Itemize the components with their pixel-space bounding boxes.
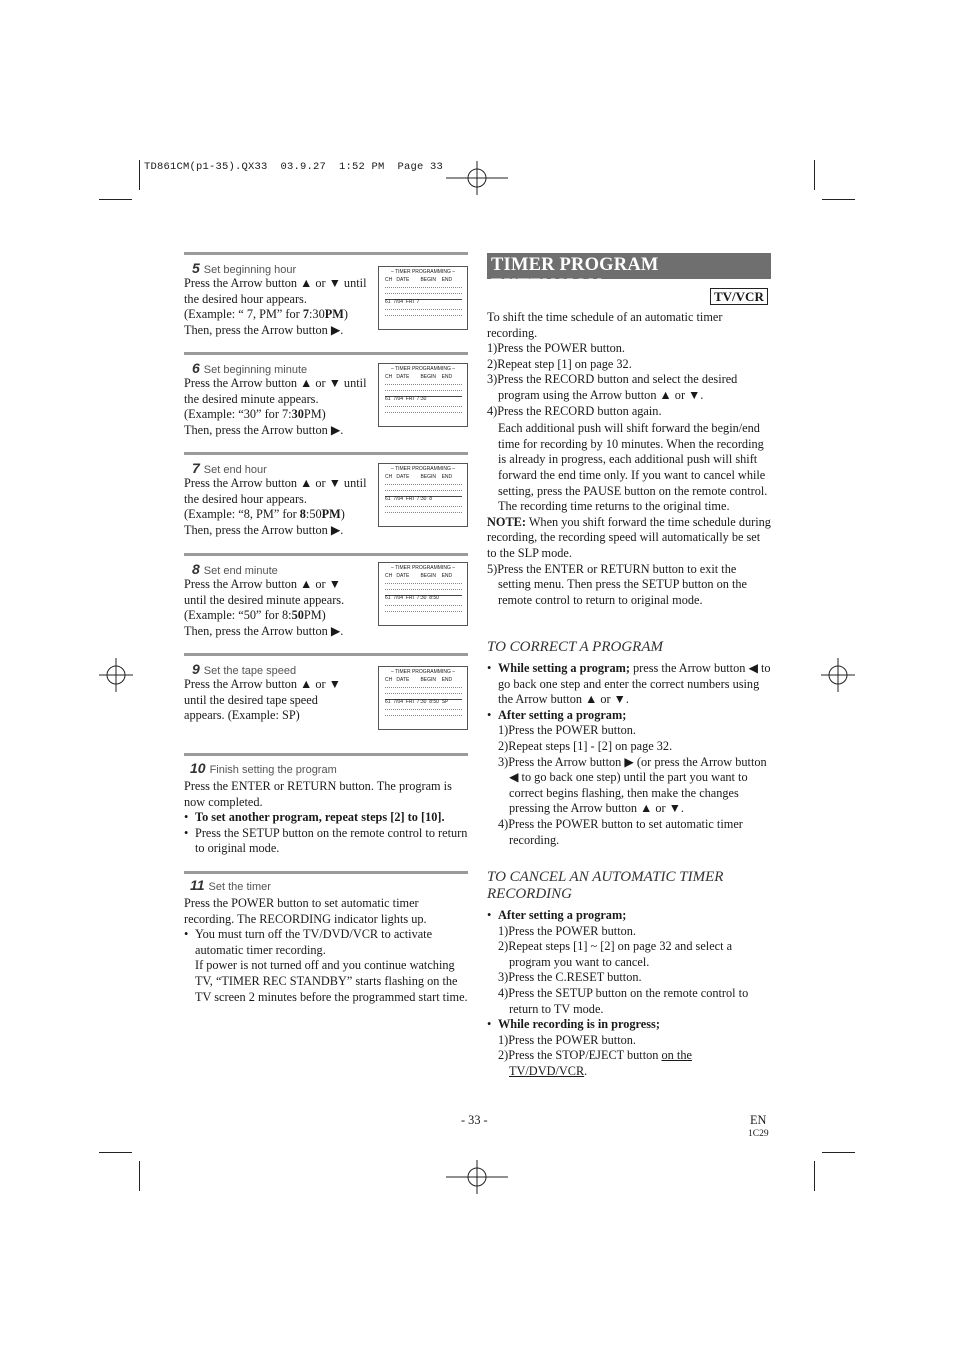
step-number: 9 [192,661,200,677]
step-line: Then, press the Arrow button ▶. [184,522,344,537]
step-line: (Example: “8, PM” for 8:50PM) [184,507,345,522]
cancel-timer-heading: TO CANCEL AN AUTOMATIC TIMER RECORDING [487,869,724,902]
step-8 [184,553,468,639]
cancel-timer-section [487,908,771,1080]
step-item: 2)Press the STOP/EJECT button on the TV/DVD/VCR. [498,1048,692,1078]
extension-instructions [487,310,771,608]
timer-screen: – TIMER PROGRAMMING – CH DATE BEGIN END 61 7/04 FRI 7:30 8:50 SP [378,666,468,730]
step-item: 3)Press the Arrow button ▶ (or press the Arrow button ◀ to go back one step) until the part you want to correct begins flashing, then make the changes pressing the Arrow button ▲ or ▼. [498,754,767,816]
bullet-item: • While recording is in progress; [487,1017,771,1033]
step-item: 1)Press the POWER button. [498,923,636,938]
step-item: 2)Repeat step [1] on page 32. [487,356,632,371]
correct-program-section [487,661,771,848]
step-line: (Example: “50” for 8:50PM) [184,608,326,623]
step-line: appears. (Example: SP) [184,708,300,723]
bullet-item: • After setting a program; [487,708,771,724]
step-item: 1)Press the POWER button. [487,341,625,356]
timer-screen: – TIMER PROGRAMMING – CH DATE BEGIN END 61 7/04 FRI 7:30 [378,363,468,427]
bullet-continuation: If power is not turned off and you continue watching TV, “TIMER REC STANDBY” starts flashing on the TV screen 2 minutes before the programmed start time. [195,958,468,1004]
step-detail: Each additional push will shift forward the begin/end time for recording by 10 minutes. When the recording is already in progress, each additional push will shift forward the end time only. If you want to cancel while setting, press the PAUSE button on the remote control. The recording time returns to the original time. [498,421,768,514]
bullet-item: • While setting a program; press the Arrow button ◀ to go back one step and enter the correct numbers using the Arrow button ▲ or ▼. [487,661,771,708]
step-item: 4)Press the RECORD button again. [487,403,662,418]
bullet-item: • To set another program, repeat steps [2] to [10]. [184,810,468,826]
bullet-item: • Press the SETUP button on the remote control to return to original mode. [184,826,468,857]
step-line: Then, press the Arrow button ▶. [184,322,344,337]
step-line: the desired hour appears. [184,491,307,506]
bullet-item: • You must turn off the TV/DVD/VCR to activate automatic timer recording. [184,927,468,958]
step-line: Press the Arrow button ▲ or ▼ until [184,476,367,490]
step-line: the desired minute appears. [184,391,319,406]
registration-mark-top [446,161,508,195]
step-title: Set end minute [203,565,278,577]
step-title: Set the tape speed [203,665,297,677]
step-line: Press the Arrow button ▲ or ▼ until [184,376,367,390]
step-title: Set beginning hour [203,264,297,276]
step-item: 2)Repeat steps [1] - [2] on page 32. [498,738,673,753]
step-number: 5 [192,260,200,276]
step-line: until the desired tape speed [184,692,318,707]
step-title: Set end hour [203,464,267,476]
page-number: - 33 - [461,1113,488,1127]
registration-mark-left [99,658,133,692]
step-line: (Example: “ 7, PM” for 7:30PM) [184,307,348,322]
step-9 [184,653,468,724]
step-number: 7 [192,460,200,476]
step-line: the desired hour appears. [184,291,307,306]
bullet-item: • After setting a program; [487,908,771,924]
step-text: Press the POWER button to set automatic timer recording. The RECORDING indicator lights up. [184,896,427,926]
timer-screen: – TIMER PROGRAMMING – CH DATE BEGIN END 61 7/04 FRI 7:30 8:50 [378,562,468,626]
note: NOTE: When you shift forward the time schedule during recording, the recording speed will automatically be set to the SLP mode. [487,514,771,560]
step-item: 4)Press the POWER button to set automatic timer recording. [498,816,743,847]
step-item: 3)Press the RECORD button and select the desired program using the Arrow button ▲ or ▼. [487,372,738,402]
step-line: Press the Arrow button ▲ or ▼ [184,677,341,691]
registration-mark-right [821,658,855,692]
step-title: Set the timer [208,881,271,893]
registration-mark-bottom [446,1160,508,1194]
step-title: Set beginning minute [203,364,308,376]
step-number: 10 [190,760,206,776]
step-6 [184,352,468,438]
step-text: Press the ENTER or RETURN button. The program is now completed. [184,779,452,809]
step-line: until the desired minute appears. [184,592,345,607]
language-code: EN [750,1113,767,1127]
step-5 [184,252,468,338]
step-title: Finish setting the program [209,764,337,776]
step-item: 5)Press the ENTER or RETURN button to exit the setting menu. Then press the SETUP button on the remote control to return to original mode. [487,561,747,607]
step-item: 1)Press the POWER button. [498,1032,636,1047]
step-item: 1)Press the POWER button. [498,723,636,738]
step-line: Then, press the Arrow button ▶. [184,623,344,638]
step-line: Press the Arrow button ▲ or ▼ until [184,276,367,290]
step-number: 6 [192,360,200,376]
intro-text: To shift the time schedule of an automatic timer recording. [487,310,723,340]
print-slug: TD861CM(p1-35).QX33 03.9.27 1:52 PM Page 33 [144,161,444,173]
doc-code: 1C29 [748,1129,769,1139]
timer-screen: – TIMER PROGRAMMING – CH DATE BEGIN END 61 7/04 FRI 7:30 8 [378,463,468,527]
step-line: Press the Arrow button ▲ or ▼ [184,577,341,591]
step-item: 2)Repeat steps [1] ~ [2] on page 32 and select a program you want to cancel. [498,939,733,969]
step-line: (Example: “30” for 7:30PM) [184,407,326,422]
section-rule [184,753,468,756]
step-item: 4)Press the SETUP button on the remote control to return to TV mode. [498,985,749,1016]
timer-screen: – TIMER PROGRAMMING – CH DATE BEGIN END 61 7/04 FRI 7 [378,266,468,330]
step-item: 3)Press the C.RESET button. [498,970,642,985]
section-banner [487,253,771,296]
step-number: 11 [190,877,205,893]
mode-badge: TV/VCR [710,288,768,305]
correct-program-heading: TO CORRECT A PROGRAM [487,639,663,655]
step-line: Then, press the Arrow button ▶. [184,422,344,437]
step-7 [184,452,468,538]
section-rule [184,871,468,874]
step-number: 8 [192,561,200,577]
page-title: TIMER PROGRAM EXTENSION [491,255,659,296]
